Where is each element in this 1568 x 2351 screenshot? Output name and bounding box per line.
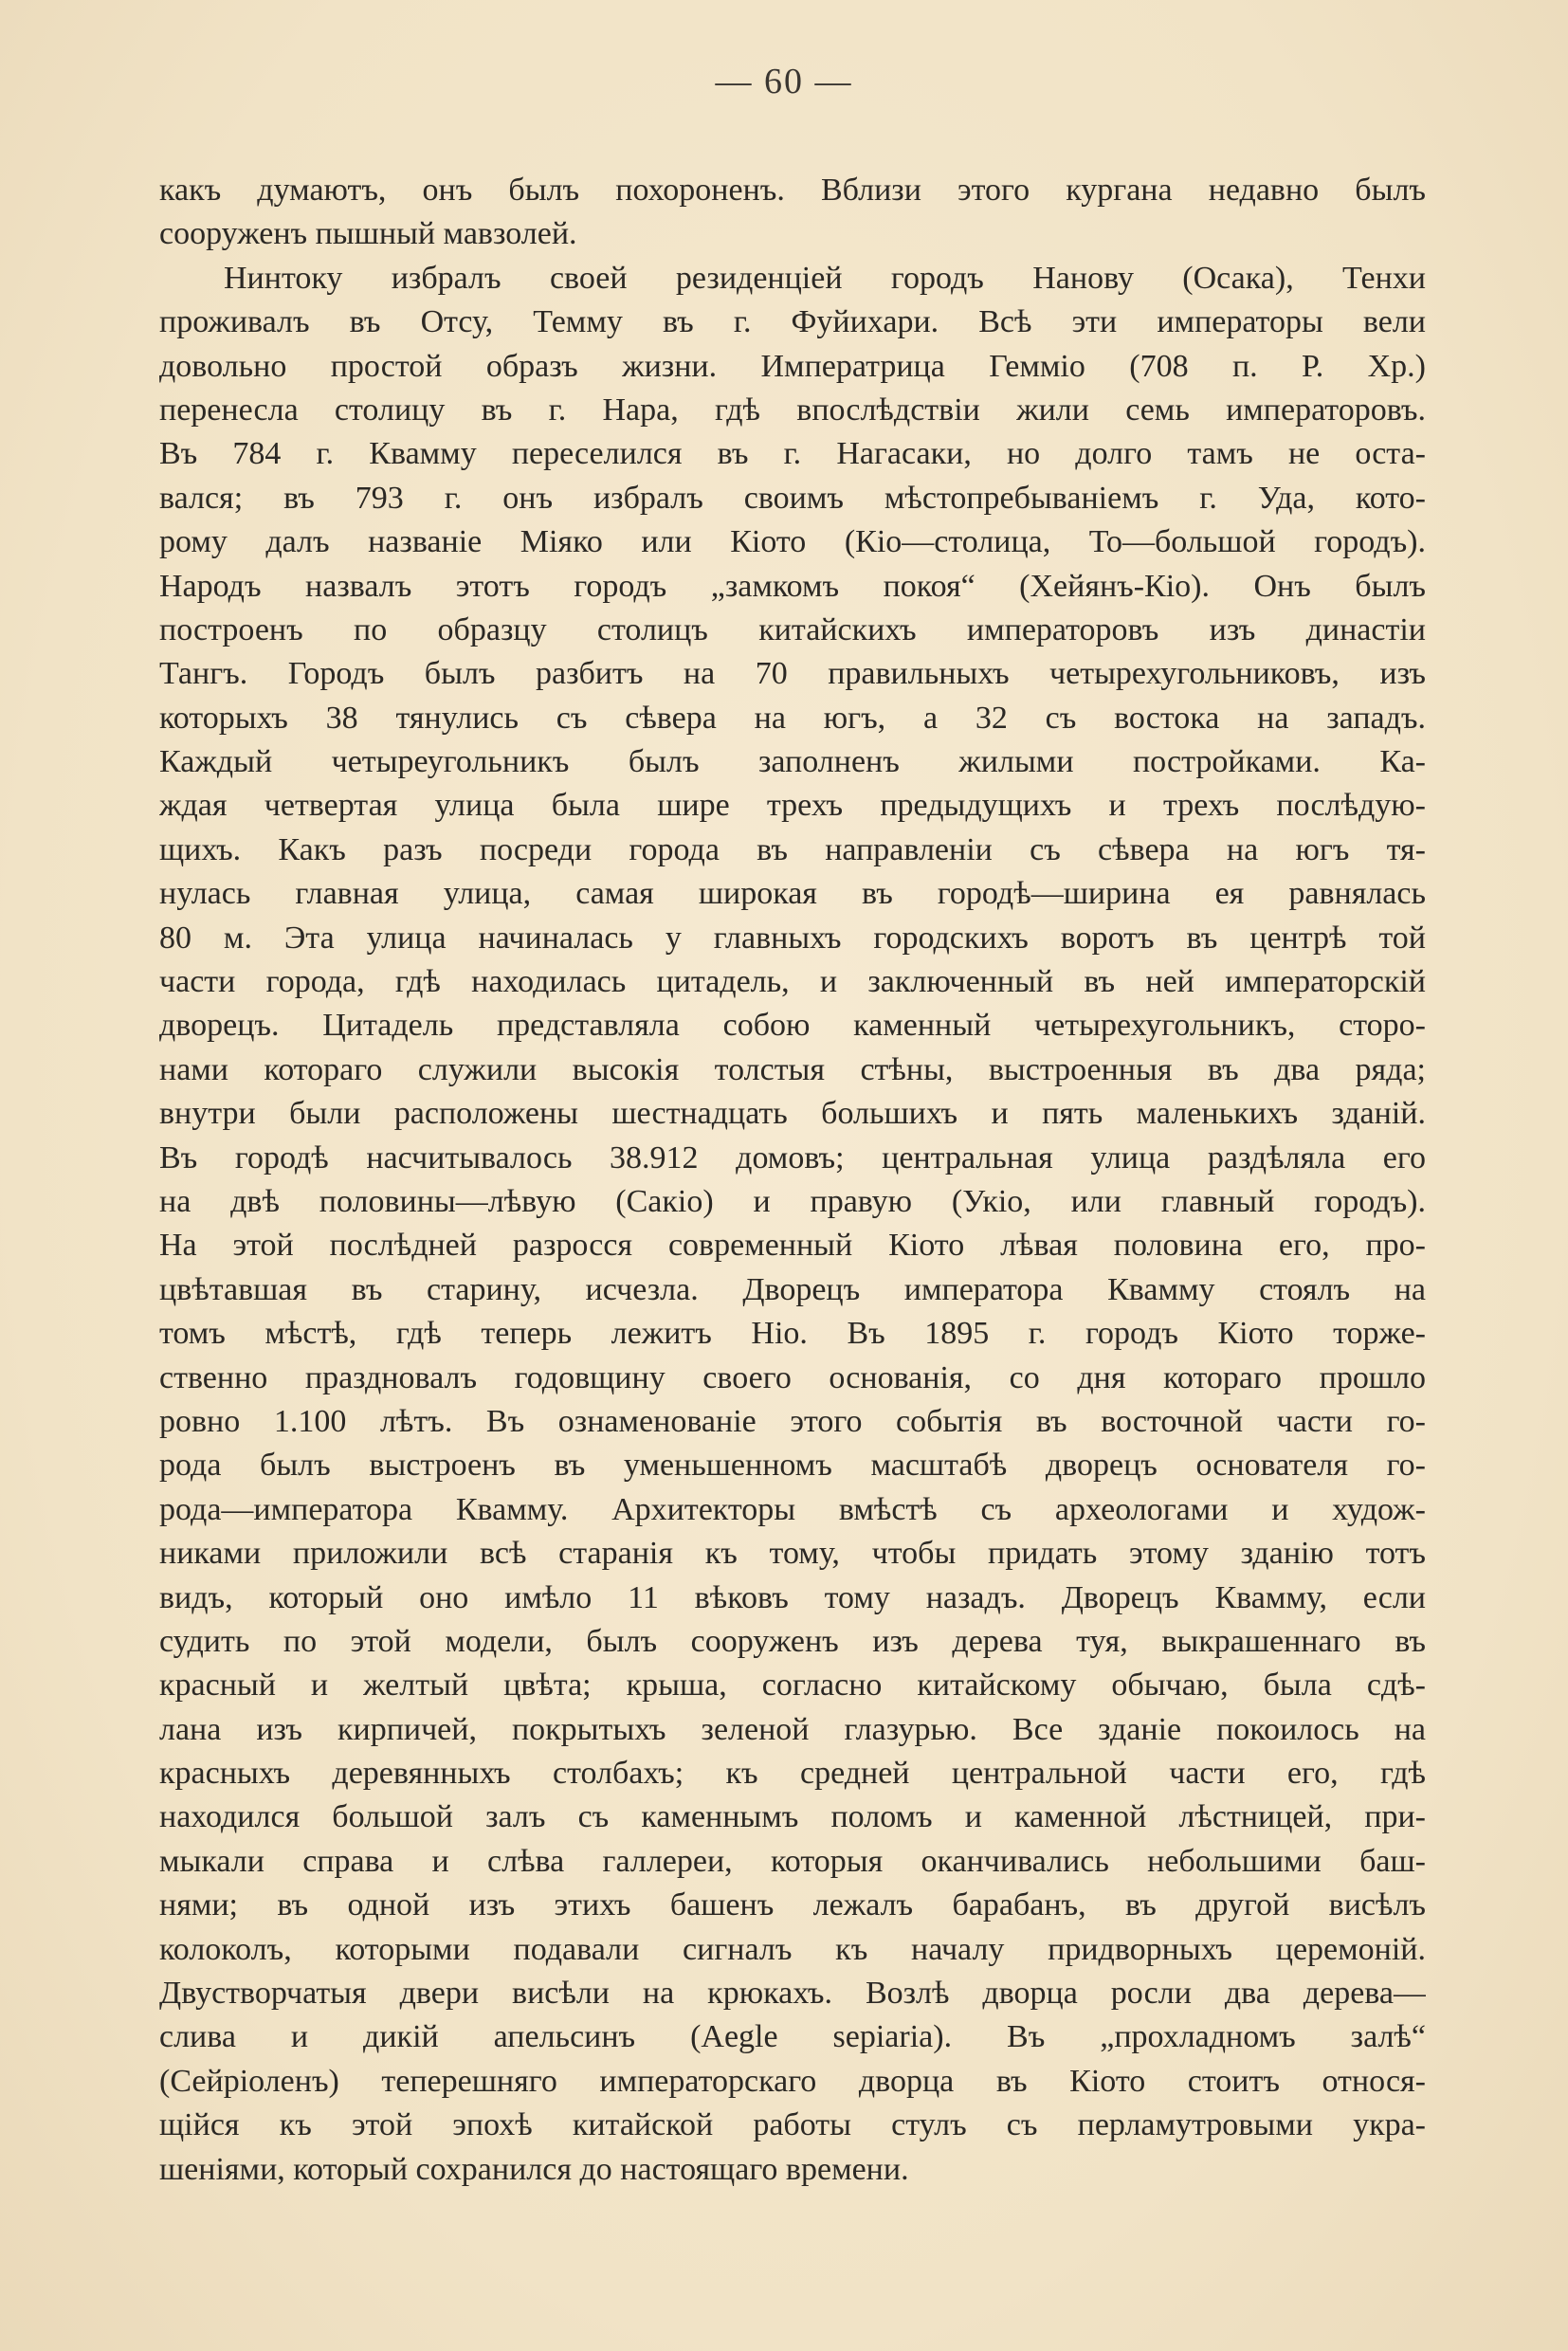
text-line: нулась главная улица, самая широкая въ городѣ—ширина ея равнялась <box>159 876 1426 912</box>
text-line: судить по этой модели, былъ сооруженъ изъ дерева туя, выкрашеннаго въ <box>159 1623 1426 1659</box>
text-line: вался; въ 793 г. онъ избралъ своимъ мѣстопребываніемъ г. Уда, кото- <box>159 480 1426 516</box>
text-line: перенесла столицу въ г. Нара, гдѣ впослѣдствіи жили семь императоровъ. <box>159 392 1426 428</box>
text-line: Тангъ. Городъ былъ разбитъ на 70 правильныхъ четырехугольниковъ, изъ <box>159 656 1426 692</box>
text-line: слива и дикій апельсинъ (Aegle sepiaria). Въ „прохладномъ залѣ“ <box>159 2019 1426 2055</box>
text-line: проживалъ въ Отсу, Темму въ г. Фуйихари. Всѣ эти императоры вели <box>159 304 1426 340</box>
text-line: 80 м. Эта улица начиналась у главныхъ городскихъ воротъ въ центрѣ той <box>159 920 1426 956</box>
text-line: щихъ. Какъ разъ посреди города въ направленіи съ сѣвера на югъ тя- <box>159 831 1426 867</box>
text-line: шеніями, который сохранился до настоящаго времени. <box>159 2151 909 2187</box>
text-line: сооруженъ пышный мавзолей. <box>159 216 577 252</box>
text-line: Каждый четыреугольникъ былъ заполненъ жилыми постройками. Ка- <box>159 744 1426 780</box>
text-line: Нинтоку избралъ своей резиденціей городъ Нанову (Осака), Тенхи <box>224 260 1426 296</box>
text-line: дворецъ. Цитадель представляла собою каменный четырехугольникъ, сторо- <box>159 1008 1426 1044</box>
text-line: нями; въ одной изъ этихъ башенъ лежалъ барабанъ, въ другой висѣлъ <box>159 1887 1426 1923</box>
text-line: Народъ назвалъ этотъ городъ „замкомъ покоя“ (Хейянъ-Кіо). Онъ былъ <box>159 568 1426 604</box>
body-text <box>159 169 1426 2192</box>
text-line: части города, гдѣ находилась цитадель, и заключенный въ ней императорскій <box>159 964 1426 1000</box>
text-line: которыхъ 38 тянулись съ сѣвера на югъ, а 32 съ востока на западъ. <box>159 700 1426 736</box>
text-line: нами котораго служили высокія толстыя стѣны, выстроенныя въ два ряда; <box>159 1051 1426 1087</box>
text-line: колоколъ, которыми подавали сигналъ къ началу придворныхъ церемоній. <box>159 1931 1426 1967</box>
text-line: рода—императора Квамму. Архитекторы вмѣстѣ съ археологами и худож- <box>159 1491 1426 1527</box>
text-line: ждая четвертая улица была шире трехъ предыдущихъ и трехъ послѣдую- <box>159 788 1426 824</box>
text-line: Двустворчатыя двери висѣли на крюкахъ. Возлѣ дворца росли два дерева— <box>159 1976 1426 2012</box>
text-line: щійся къ этой эпохѣ китайской работы стулъ съ перламутровыми укра- <box>159 2107 1426 2143</box>
text-line: ровно 1.100 лѣтъ. Въ ознаменованіе этого событія въ восточной части го- <box>159 1403 1426 1439</box>
text-line: довольно простой образъ жизни. Императрица Гемміо (708 п. Р. Хр.) <box>159 348 1426 384</box>
text-line: красный и желтый цвѣта; крыша, согласно китайскому обычаю, была сдѣ- <box>159 1668 1426 1704</box>
text-line: рому далъ названіе Міяко или Кіото (Кіо—столица, То—большой городъ). <box>159 524 1426 560</box>
text-line: лана изъ кирпичей, покрытыхъ зеленой глазурью. Все зданіе покоилось на <box>159 1711 1426 1747</box>
text-line: видъ, который оно имѣло 11 вѣковъ тому назадъ. Дворецъ Квамму, если <box>159 1579 1426 1615</box>
text-line: красныхъ деревянныхъ столбахъ; къ средней центральной части его, гдѣ <box>159 1756 1426 1792</box>
text-line: рода былъ выстроенъ въ уменьшенномъ масштабѣ дворецъ основателя го- <box>159 1448 1426 1484</box>
text-line: внутри были расположены шестнадцать большихъ и пять маленькихъ зданій. <box>159 1096 1426 1132</box>
text-line: (Сейріоленъ) теперешняго императорскаго дворца въ Кіото стоитъ относя- <box>159 2063 1426 2099</box>
text-line: находился большой залъ съ каменнымъ поломъ и каменной лѣстницей, при- <box>159 1799 1426 1835</box>
page-number: — 60 — <box>715 62 853 101</box>
text-line: никами приложили всѣ старанія къ тому, чтобы придать этому зданію тотъ <box>159 1536 1426 1572</box>
text-line: цвѣтавшая въ старину, исчезла. Дворецъ императора Квамму стоялъ на <box>159 1271 1426 1307</box>
text-line: Въ 784 г. Квамму переселился въ г. Нагасаки, но долго тамъ не оста- <box>159 436 1426 472</box>
text-line: построенъ по образцу столицъ китайскихъ императоровъ изъ династіи <box>159 611 1426 647</box>
text-line: какъ думаютъ, онъ былъ похороненъ. Вблизи этого кургана недавно былъ <box>159 173 1426 208</box>
text-line: Въ городѣ насчитывалось 38.912 домовъ; центральная улица раздѣляла его <box>159 1139 1426 1176</box>
text-line: На этой послѣдней разросся современный Кіото лѣвая половина его, про- <box>159 1228 1426 1264</box>
text-line: ственно праздновалъ годовщину своего основанія, со дня котораго прошло <box>159 1359 1426 1395</box>
text-line: томъ мѣстѣ, гдѣ теперь лежитъ Ніо. Въ 1895 г. городъ Кіото торже- <box>159 1316 1426 1352</box>
text-line: мыкали справа и слѣва галлереи, которыя оканчивались небольшими баш- <box>159 1843 1426 1879</box>
text-line: на двѣ половины—лѣвую (Сакіо) и правую (Укіо, или главный городъ). <box>159 1183 1426 1219</box>
